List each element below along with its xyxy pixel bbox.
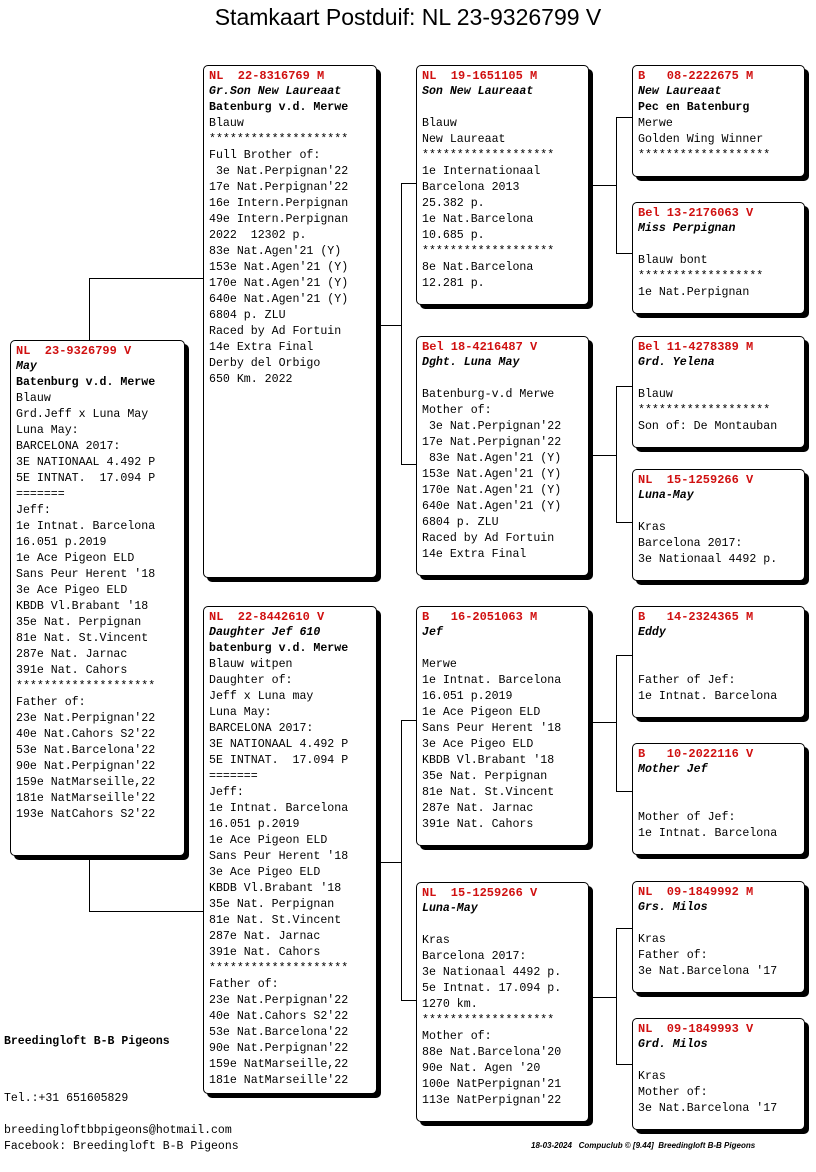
email: breedingloftbbpigeons@hotmail.com [4,1124,232,1137]
info-line: Grd.Jeff x Luna May [16,408,149,421]
info-line: 16.051 p.2019 [422,690,513,703]
print-credit: 18-03-2024 Compuclub © [9.44] Breedingloft B-B Pigeons [531,1141,756,1150]
info-line: 83e Nat.Agen'21 (Y) [209,245,342,258]
info-line: 49e Intern.Perpignan [209,213,349,226]
connector-mm-top-h [616,928,633,929]
connector-main-mother-h [89,911,204,912]
info-line: Mother of: [422,1030,492,1043]
info-line: Batenburg v.d. Merwe [209,101,349,114]
connector-father-ff-h [401,183,417,184]
info-line: KBDB Vl.Brabant '18 [209,882,342,895]
info-line [638,794,799,810]
info-line: 3e Nat.Perpignan'22 [209,165,349,178]
connector-fm-top-h [616,386,633,387]
telephone: Tel.:+31 651605829 [4,1092,129,1105]
info-line: Batenburg-v.d Merwe [422,388,555,401]
info-line: 8e Nat.Barcelona [422,261,534,274]
pigeon-card-main [10,340,185,856]
info-line: 16.051 p.2019 [209,818,300,831]
info-line: 12.281 p. [422,277,485,290]
info-line: 53e Nat.Barcelona'22 [209,1026,349,1039]
info-line: 391e Nat. Cahors [16,664,128,677]
connector-father-fm-h [401,464,417,465]
connector-main-father-v [89,278,90,341]
info-line: Pec en Batenburg [638,101,750,114]
info-line: KBDB Vl.Brabant '18 [16,600,149,613]
connector-mf-top-h [616,655,633,656]
info-line: Batenburg v.d. Merwe [16,376,156,389]
info-line: BARCELONA 2017: [16,440,121,453]
connector-main-mother-v [89,856,90,912]
info-line: 5E INTNAT. 17.094 P [209,754,349,767]
info-line: ******************* [422,149,555,162]
info-line: 83e Nat.Agen'21 (Y) [422,452,562,465]
info-line: 391e Nat. Cahors [209,946,321,959]
info-line: 81e Nat. St.Vincent [16,632,149,645]
info-line: ****************** [638,270,764,283]
connector-mother-mf-h [401,720,417,721]
info-line: ******************* [638,149,771,162]
connector-mm-split-v [616,928,617,1065]
pigeon-card-mother [203,606,377,1094]
info-line: 17e Nat.Perpignan'22 [422,436,562,449]
info-line [638,237,799,253]
connector-mf-split-h [590,722,617,723]
info-line [638,778,799,794]
info-line: 16e Intern.Perpignan [209,197,349,210]
connector-ff-bottom-h [616,253,633,254]
ring-number: NL 22-8316769 M [209,69,325,83]
pigeon-name: New Laureaat [638,85,722,98]
pigeon-name: Luna-May [638,489,694,502]
info-line: 287e Nat. Jarnac [16,648,128,661]
info-line: Blauw [422,117,457,130]
info-line [422,917,583,933]
info-line: Blauw [638,388,673,401]
info-line: Kras [638,521,666,534]
info-line: 1e Intnat. Barcelona [422,674,562,687]
info-line: Blauw bont [638,254,708,267]
info-line: 1e Intnat. Barcelona [638,827,778,840]
info-line: Golden Wing Winner [638,133,764,146]
pigeon-card-fm-mother [632,469,805,581]
pigeon-name: Luna-May [422,902,478,915]
info-line: 3e Nationaal 4492 p. [422,966,562,979]
pigeon-name: May [16,360,37,373]
info-line: 6804 p. ZLU [209,309,286,322]
ring-number: B 16-2051063 M [422,610,538,624]
info-line: Luna May: [209,706,272,719]
info-line: Kras [422,934,450,947]
pigeon-name: Eddy [638,626,666,639]
info-line: 3e Nat.Barcelona '17 [638,965,778,978]
connector-fm-split-h [590,455,617,456]
info-line: 287e Nat. Jarnac [422,802,534,815]
info-line: Jeff: [16,504,51,517]
pigeon-name: Mother Jef [638,763,708,776]
info-line: ******************** [16,680,156,693]
info-line [638,371,799,387]
info-line: 6804 p. ZLU [422,516,499,529]
pigeon-name: Dght. Luna May [422,356,520,369]
info-line: 1e Nat.Barcelona [422,213,534,226]
info-line: 40e Nat.Cahors S2'22 [209,1010,349,1023]
info-line: Daughter of: [209,674,293,687]
info-line: 88e Nat.Barcelona'20 [422,1046,562,1059]
info-line: 25.382 p. [422,197,485,210]
info-line: 181e NatMarseille'22 [209,1074,349,1087]
info-line: Blauw [209,117,244,130]
info-line [638,1053,799,1069]
pigeon-card-ff-mother [632,202,805,314]
info-line: 159e NatMarseille,22 [16,776,156,789]
info-line: 35e Nat. Perpignan [16,616,142,629]
info-line: Father of: [209,978,279,991]
info-line: BARCELONA 2017: [209,722,314,735]
info-line: 90e Nat.Perpignan'22 [16,760,156,773]
info-line: Derby del Orbigo [209,357,321,370]
info-line: 53e Nat.Barcelona'22 [16,744,156,757]
info-line: ******************** [209,962,349,975]
connector-father-split-h [378,325,402,326]
info-line: Mother of: [422,404,492,417]
connector-main-father-h [89,278,204,279]
pigeon-card-mother-mother [416,882,589,1122]
info-line: 1270 km. [422,998,478,1011]
pigeon-card-father-father [416,65,589,305]
info-line: 159e NatMarseille,22 [209,1058,349,1071]
pigeon-name: Daughter Jef 610 [209,626,321,639]
info-line: 640e Nat.Agen'21 (Y) [422,500,562,513]
info-line: 40e Nat.Cahors S2'22 [16,728,156,741]
info-line: 3e Nat.Barcelona '17 [638,1102,778,1115]
info-line: 3E NATIONAAL 4.492 P [209,738,349,751]
pigeon-card-mf-father [632,606,805,718]
info-line: 81e Nat. St.Vincent [209,914,342,927]
info-line: Blauw [16,392,51,405]
pigeon-name: Grd. Milos [638,1038,708,1051]
ring-number: Bel 13-2176063 V [638,206,754,220]
info-line: 1e Internationaal [422,165,541,178]
info-line [638,641,799,657]
info-line: Jeff x Luna may [209,690,314,703]
ring-number: B 14-2324365 M [638,610,754,624]
connector-mf-bottom-h [616,791,633,792]
info-line: 170e Nat.Agen'21 (Y) [209,277,349,290]
info-line: ******************** [209,133,349,146]
info-line: ======= [16,488,65,501]
pigeon-card-father [203,65,377,578]
info-line: New Laureaat [422,133,506,146]
ring-number: NL 19-1651105 M [422,69,538,83]
ring-number: Bel 18-4216487 V [422,340,538,354]
ring-number: NL 15-1259266 V [638,473,754,487]
info-line: 1e Intnat. Barcelona [209,802,349,815]
info-line: 16.051 p.2019 [16,536,107,549]
info-line: 3e Ace Pigeo ELD [422,738,534,751]
info-line: Father of Jef: [638,674,736,687]
connector-mother-mm-h [401,1000,417,1001]
pigeon-card-fm-father [632,336,805,448]
info-line: Merwe [638,117,673,130]
info-line: Barcelona 2017: [638,537,743,550]
info-line: 287e Nat. Jarnac [209,930,321,943]
info-line: KBDB Vl.Brabant '18 [422,754,555,767]
connector-ff-top-h [616,117,633,118]
info-line: Kras [638,933,666,946]
info-line: Merwe [422,658,457,671]
connector-mother-split-v [401,720,402,1001]
info-line: Mother of Jef: [638,811,736,824]
info-line: Mother of: [638,1086,708,1099]
ring-number: B 08-2222675 M [638,69,754,83]
connector-father-split-v [401,183,402,465]
pigeon-name: Miss Perpignan [638,222,736,235]
pigeon-card-mf-mother [632,743,805,855]
info-line: Blauw witpen [209,658,293,671]
info-line: 153e Nat.Agen'21 (Y) [209,261,349,274]
info-line: 5E INTNAT. 17.094 P [16,472,156,485]
ring-number: Bel 11-4278389 M [638,340,754,354]
info-line: 17e Nat.Perpignan'22 [209,181,349,194]
info-line: 10.685 p. [422,229,485,242]
info-line: 35e Nat. Perpignan [422,770,548,783]
info-line: Raced by Ad Fortuin [209,325,342,338]
info-line: Raced by Ad Fortuin [422,532,555,545]
info-line [422,371,583,387]
info-line: Father of: [638,949,708,962]
info-line: 391e Nat. Cahors [422,818,534,831]
pigeon-card-mm-father [632,881,805,993]
info-line: 81e Nat. St.Vincent [422,786,555,799]
ring-number: B 10-2022116 V [638,747,754,761]
page-title: Stamkaart Postduif: NL 23-9326799 V [214,4,602,30]
info-line: 14e Extra Final [422,548,527,561]
connector-mother-split-h [378,862,402,863]
connector-fm-bottom-h [616,522,633,523]
info-line: 90e Nat. Agen '20 [422,1062,541,1075]
info-line: Father of: [16,696,86,709]
connector-mm-split-h [590,997,617,998]
info-line: 1e Ace Pigeon ELD [422,706,541,719]
connector-mf-split-v [616,655,617,792]
info-line: 1e Nat.Perpignan [638,286,750,299]
info-line: 3e Ace Pigeo ELD [16,584,128,597]
info-line [638,657,799,673]
info-line: 650 Km. 2022 [209,373,293,386]
info-line: 90e Nat.Perpignan'22 [209,1042,349,1055]
loft-name: Breedingloft B-B Pigeons [4,1035,170,1048]
info-line [638,916,799,932]
ring-number: NL 15-1259266 V [422,886,538,900]
info-line: 170e Nat.Agen'21 (Y) [422,484,562,497]
info-line: Barcelona 2017: [422,950,527,963]
connector-ff-split-v [616,117,617,254]
info-line: 3e Ace Pigeo ELD [209,866,321,879]
info-line: ******************* [422,1014,555,1027]
info-line: 35e Nat. Perpignan [209,898,335,911]
info-line: 100e NatPerpignan'21 [422,1078,562,1091]
info-line: Son of: De Montauban [638,420,778,433]
info-line: 3e Nat.Perpignan'22 [422,420,562,433]
pigeon-name: Gr.Son New Laureaat [209,85,342,98]
ring-number: NL 23-9326799 V [16,344,132,358]
info-line: ******************* [638,404,771,417]
info-line: Sans Peur Herent '18 [422,722,562,735]
pigeon-card-father-mother [416,336,589,576]
info-line: Jeff: [209,786,244,799]
connector-mm-bottom-h [616,1064,633,1065]
ring-number: NL 22-8442610 V [209,610,325,624]
info-line: Luna May: [16,424,79,437]
info-line [422,641,583,657]
info-line: 23e Nat.Perpignan'22 [16,712,156,725]
info-line: 2022 12302 p. [209,229,307,242]
info-line: Sans Peur Herent '18 [16,568,156,581]
info-line: ======= [209,770,258,783]
info-line: 5e Intnat. 17.094 p. [422,982,562,995]
info-line: batenburg v.d. Merwe [209,642,349,655]
info-line: Barcelona 2013 [422,181,520,194]
info-line: 1e Ace Pigeon ELD [209,834,328,847]
info-line: 1e Intnat. Barcelona [16,520,156,533]
pigeon-name: Jef [422,626,443,639]
info-line: 1e Ace Pigeon ELD [16,552,135,565]
info-line [638,504,799,520]
info-line: 3e Nationaal 4492 p. [638,553,778,566]
pigeon-name: Grs. Milos [638,901,708,914]
info-line: 113e NatPerpignan'22 [422,1094,562,1107]
info-line: 14e Extra Final [209,341,314,354]
info-line: 181e NatMarseille'22 [16,792,156,805]
connector-ff-split-h [590,185,617,186]
info-line: 3E NATIONAAL 4.492 P [16,456,156,469]
pigeon-name: Son New Laureaat [422,85,534,98]
ring-number: NL 09-1849993 V [638,1022,754,1036]
pigeon-name: Grd. Yelena [638,356,715,369]
info-line [422,100,583,116]
info-line: 1e Intnat. Barcelona [638,690,778,703]
info-line: Sans Peur Herent '18 [209,850,349,863]
info-line: 153e Nat.Agen'21 (Y) [422,468,562,481]
info-line: ******************* [422,245,555,258]
ring-number: NL 09-1849992 M [638,885,754,899]
facebook: Facebook: Breedingloft B-B Pigeons [4,1140,239,1153]
info-line: 640e Nat.Agen'21 (Y) [209,293,349,306]
pigeon-card-mm-mother [632,1018,805,1130]
info-line: 23e Nat.Perpignan'22 [209,994,349,1007]
info-line: Full Brother of: [209,149,321,162]
pigeon-card-mother-father [416,606,589,846]
pigeon-card-ff-father [632,65,805,177]
info-line: 193e NatCahors S2'22 [16,808,156,821]
info-line: Kras [638,1070,666,1083]
connector-fm-split-v [616,386,617,523]
